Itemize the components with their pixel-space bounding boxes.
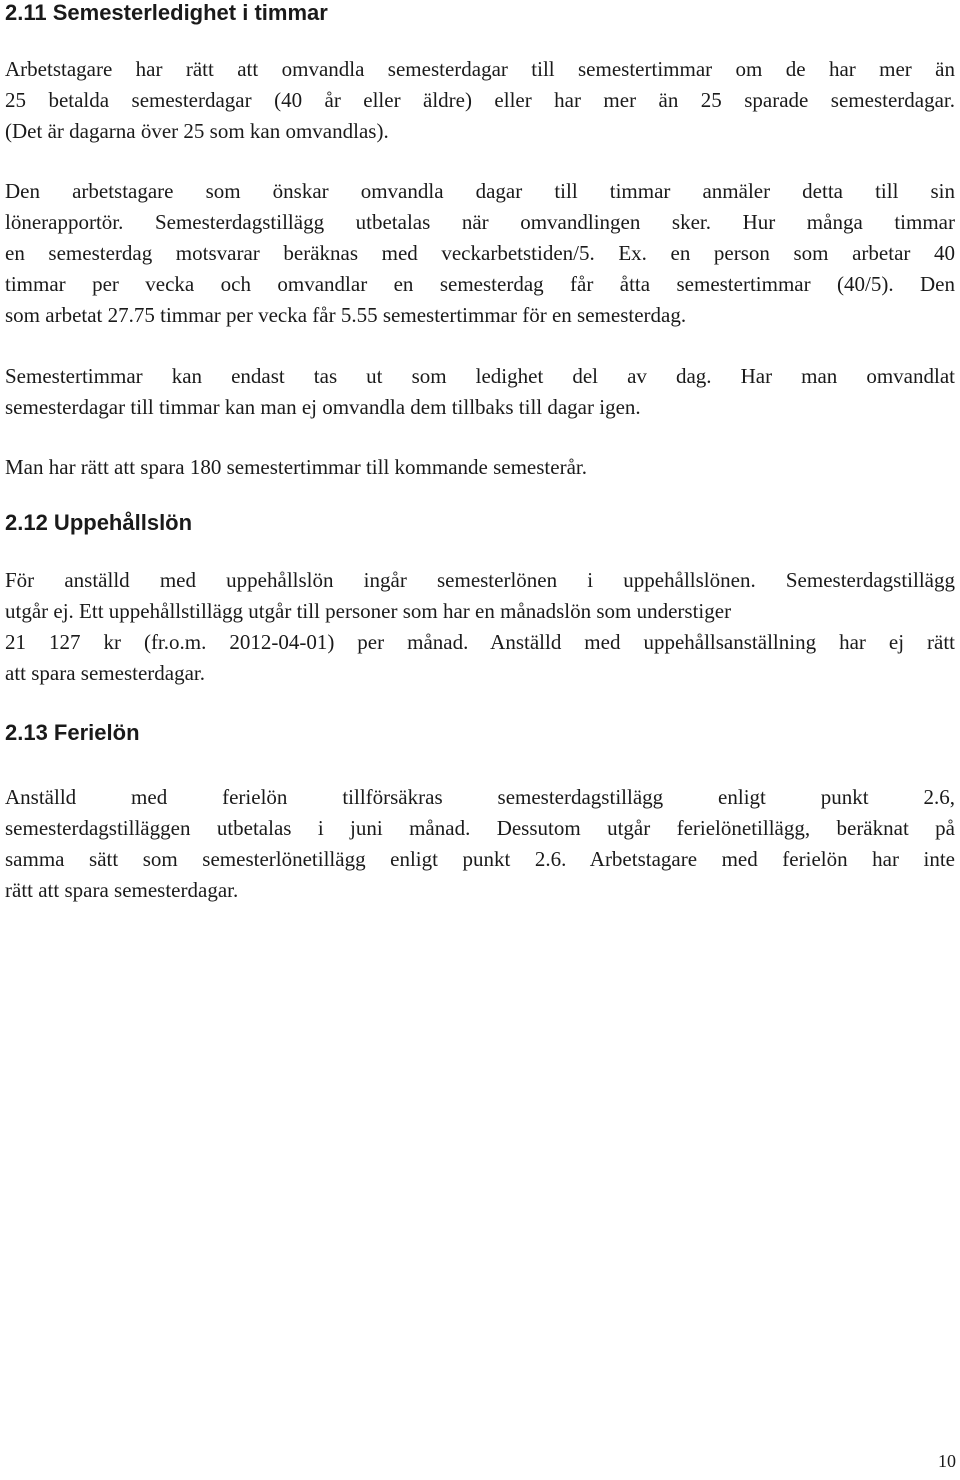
section-heading-2-12: 2.12 Uppehållslön xyxy=(5,510,193,535)
text-line: som arbetat 27.75 timmar per vecka får 5.55 semestertimmar för en semesterdag. xyxy=(5,303,687,327)
text-line: Man har rätt att spara 180 semestertimmar till kommande semesterår. xyxy=(5,455,587,479)
text-line: lönerapportör. Semesterdagstillägg utbetalas när omvandlingen sker. Hur många timmar xyxy=(5,210,955,234)
text-line: att spara semesterdagar. xyxy=(5,661,205,685)
text-line: Den arbetstagare som önskar omvandla dagar till timmar anmäler detta till sin xyxy=(5,179,955,203)
text-line: semesterdagar till timmar kan man ej omvandla dem tillbaks till dagar igen. xyxy=(5,395,641,419)
text-line: semesterdagstilläggen utbetalas i juni månad. Dessutom utgår ferielönetillägg, beräknat på xyxy=(5,816,955,840)
text-line: samma sätt som semesterlönetillägg enligt punkt 2.6. Arbetstagare med ferielön har inte xyxy=(5,847,955,871)
text-line: Arbetstagare har rätt att omvandla semesterdagar till semestertimmar om de har mer än xyxy=(5,57,955,81)
text-line: en semesterdag motsvarar beräknas med veckarbetstiden/5. Ex. en person som arbetar 40 xyxy=(5,241,955,265)
text-line: (Det är dagarna över 25 som kan omvandlas). xyxy=(5,119,389,143)
section-heading-2-13: 2.13 Ferielön xyxy=(5,720,140,745)
text-line: 25 betalda semesterdagar (40 år eller äldre) eller har mer än 25 sparade semesterdagar. xyxy=(5,88,955,112)
section-heading-2-11: 2.11 Semesterledighet i timmar xyxy=(5,0,328,25)
text-line: rätt att spara semesterdagar. xyxy=(5,878,239,902)
text-line: 21 127 kr (fr.o.m. 2012-04-01) per månad. Anställd med uppehållsanställning har ej rätt xyxy=(5,630,955,654)
text-line: Semestertimmar kan endast tas ut som ledighet del av dag. Har man omvandlat xyxy=(5,364,955,388)
text-line: timmar per vecka och omvandlar en semesterdag får åtta semestertimmar (40/5). Den xyxy=(5,272,955,296)
text-line: utgår ej. Ett uppehållstillägg utgår till personer som har en månadslön som understiger xyxy=(5,599,732,623)
page-number: 10 xyxy=(938,1451,956,1471)
text-line: Anställd med ferielön tillförsäkras semesterdagstillägg enligt punkt 2.6, xyxy=(5,785,955,809)
text-line: För anställd med uppehållslön ingår semesterlönen i uppehållslönen. Semesterdagstillägg xyxy=(5,568,955,592)
